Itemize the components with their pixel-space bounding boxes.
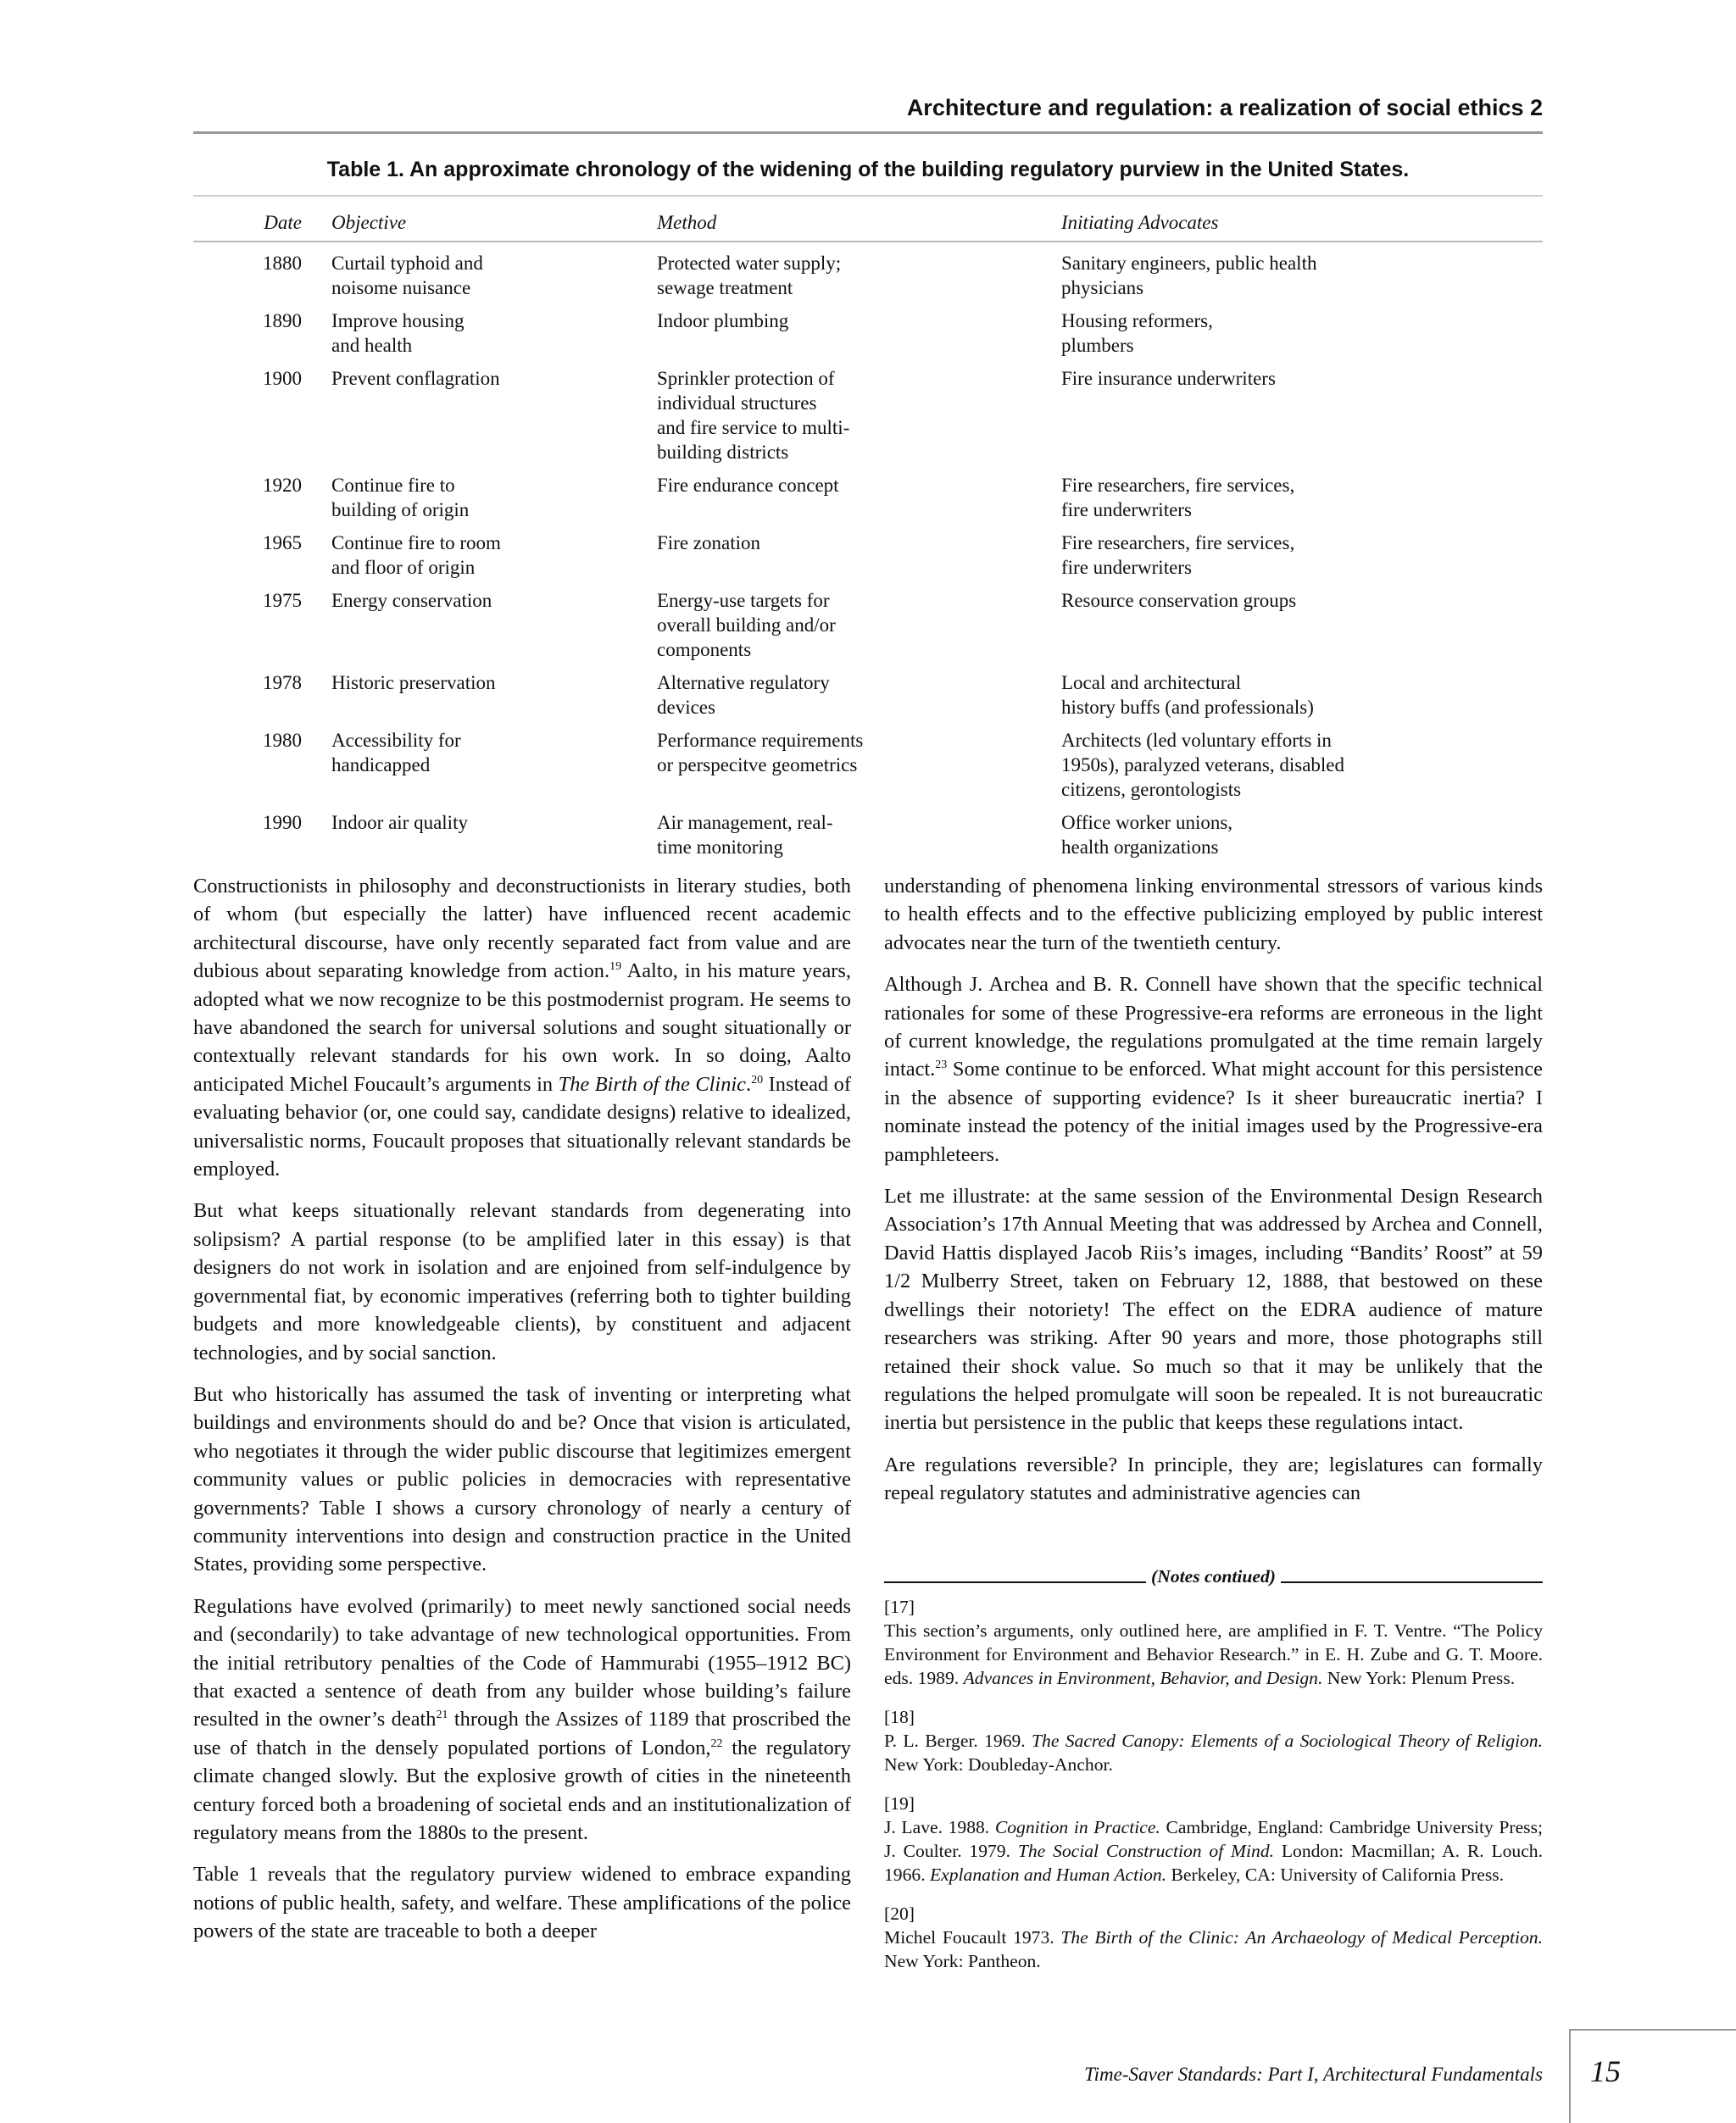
cell-advocates: Sanitary engineers, public health physicians [1061,253,1317,298]
col-header-objective: Objective [331,212,407,233]
text-run: Instead of evaluating behavior (or, one could say, candidate designs) relative to idealized, universalistic norms, Foucault proposes that situationally relevant standards be employed. [193,1072,851,1181]
table-header-row [193,210,1543,242]
col-header-method: Method [657,212,717,233]
table-row [193,366,1543,464]
cell-method: Sprinkler protection of individual structures and fire service to multi- building districts [657,368,850,463]
cell-method: Air management, real- time monitoring [657,812,833,858]
cell-objective: Indoor air quality [331,812,468,833]
paragraph: Are regulations reversible? In principle, they are; legislatures can formally repeal regulatory statutes and administrative agencies can [884,1453,1543,1505]
paragraph [193,872,851,1183]
text-run: Some continue to be enforced. What might account for this persistence in the absence of supporting evidence? Is it sheer bureaucratic inertia? I nominate instead the potency of the initial images used by the Progressive-era pamphleteers. [884,1058,1543,1166]
italic-title: The Birth of the Clinic [558,1072,746,1096]
notes-section [884,1564,1543,1988]
text-run: New York: Pantheon. [884,1951,1041,1971]
text-run: Regulations have evolved (primarily) to meet newly sanctioned social needs and (secondarily) to take advantage of new technological opportunities. From the initial retributory penalties of the Code of Hammurabi (1955–1912 BC) that exacted a sentence of death from any builder whose building’s failure resulted in the owner’s death [193,1594,851,1731]
cell-method: Fire zonation [657,532,760,553]
text-run: J. Lave. 1988. [884,1817,995,1837]
cell-date: 1880 [263,253,302,274]
cell-objective: Energy conservation [331,590,492,611]
caption-rule [193,195,1543,197]
cell-advocates: Fire researchers, fire services, fire underwriters [1061,532,1295,578]
cell-objective: Continue fire to room and floor of origin [331,532,501,578]
cell-objective: Historic preservation [331,672,496,693]
running-footer: Time-Saver Standards: Part I, Architectural Fundamentals [1084,2064,1543,2085]
left-column [193,872,851,1959]
italic-title: The Social Construction of Mind. [1017,1841,1275,1861]
cell-objective: Accessibility for handicapped [331,730,461,775]
paragraph [884,970,1543,1169]
footnote-ref: 21 [436,1709,448,1722]
notes-rule-right [1281,1581,1543,1583]
col-header-date: Date [264,212,302,233]
note-number: [20] [884,1903,915,1924]
paragraph: Let me illustrate: at the same session of the Environmental Design Research Association’s 17th Annual Meeting that was addressed by Archea and Connell, David Hattis displayed Jacob Riis’s images, including “Bandits’ Roost” at 59 1/2 Mulberry Street, taken on February 12, 1888, that bestowed on these dwellings their notoriety! The effect on the EDRA audience of mature researchers was striking. After 90 years and more, those photographs still retained their shock value. So much so that it may be unlikely that the regulations the helped promulgate will soon be repealed. It is not bureaucratic inertia but persistence in the public that keeps these regulations intact. [884,1185,1543,1435]
cell-date: 1975 [263,590,302,611]
cell-date: 1920 [263,475,302,496]
text-run: Aalto, in his mature years, adopted what we now recognize to be this postmodernist program. He seems to have abandoned the search for universal solutions and sought situationally or contextually relevant standards for his own work. In so doing, Aalto anticipated Michel Foucault’s arguments in [193,959,852,1096]
paragraph: understanding of phenomena linking environmental stressors of various kinds to health effects and to the effective publicizing employed by public interest advocates near the turn of the twentieth century. [884,875,1543,954]
italic-title: The Sacred Canopy: Elements of a Sociological Theory of Religion. [1032,1731,1543,1751]
header-rule [193,131,1543,134]
text-run: Cambridge, England: Cambridge University Press; J. Coulter. 1979. [884,1817,1543,1861]
cell-method: Alternative regulatory devices [657,672,830,718]
cell-objective: Curtail typhoid and noisome nuisance [331,253,483,298]
cell-advocates: Resource conservation groups [1061,590,1297,611]
cell-objective: Continue fire to building of origin [331,475,470,520]
table-body [193,251,1543,859]
italic-title: Advances in Environment, Behavior, and Design. [963,1668,1323,1688]
text-run: Constructionists in philosophy and deconstructionists in literary studies, both of whom (but especially the latter) have influenced recent academic architectural discourse, have only recently separated fact from value and are dubious about separating knowledge from action. [193,875,851,983]
table-caption: Table 1. An approximate chronology of the widening of the building regulatory purview in the United States. [326,158,1410,181]
footnote-ref: 19 [609,960,622,974]
text-run: Although J. Archea and B. R. Connell have shown that the specific technical rationales for some of these Progressive-era reforms are erroneous in the light of current knowledge, the regulations promulgated at the time remain largely intact. [884,973,1543,1081]
note-number: [18] [884,1707,915,1727]
cell-date: 1890 [263,310,302,331]
note-20 [884,1902,1543,1973]
paragraph: But what keeps situationally relevant standards from degenerating into solipsism? A partial response (to be amplified later in this essay) is that designers do not work in isolation and are enjoined from self-indulgence by governmental fiat, by economic imperatives (referring both to tighter building budgets and more knowledgeable clients), by constituent and adjacent technologies, and by social sanction. [193,1199,851,1364]
cell-method: Fire endurance concept [657,475,839,496]
cell-method: Performance requirements or perspecitve geometrics [657,730,864,775]
running-header: Architecture and regulation: a realization of social ethics 2 [906,95,1543,120]
italic-title: The Birth of the Clinic: An Archaeology of Medical Perception. [1060,1927,1543,1948]
cell-date: 1980 [263,730,302,751]
paragraph [193,1592,851,1848]
note-number: [19] [884,1793,915,1814]
cell-advocates: Fire researchers, fire services, fire underwriters [1061,475,1295,520]
text-run: the regulatory climate changed slowly. But the explosive growth of cities in the nineteenth century forced both a broadening of societal ends and an institutionalization of regulatory means from the 1880s to the present. [193,1736,852,1844]
cell-advocates: Architects (led voluntary efforts in 1950s), paralyzed veterans, disabled citizens, gerontologists [1061,730,1345,800]
paragraph: But who historically has assumed the task of inventing or interpreting what buildings and environments should do and be? Once that vision is articulated, who negotiates it through the wider public discourse that legitimizes emergent community values or public policies in democracies with representative governments? Table I shows a cursory chronology of nearly a century of community interventions into design and construction practice in the United States, providing some perspective. [193,1382,851,1576]
cell-method: Protected water supply; sewage treatment [657,253,842,298]
table-row [193,473,1543,522]
text-run: New York: Plenum Press. [1322,1668,1516,1688]
chronology-table [193,210,1543,859]
table-row [193,251,1543,300]
italic-title: Explanation and Human Action. [929,1865,1167,1885]
table-row [193,810,1543,859]
cell-advocates: Office worker unions, health organizations [1061,812,1233,858]
notes-title-text: (Notes contiued) [1151,1566,1276,1587]
italic-title: Cognition in Practice. [994,1817,1160,1837]
text-run: . [746,1072,752,1096]
text-run: New York: Doubleday-Anchor. [884,1754,1113,1775]
note-number: [17] [884,1597,915,1617]
note-18 [884,1705,1543,1776]
cell-date: 1965 [263,532,302,553]
right-column [884,872,1543,1521]
table-row [193,728,1543,802]
text-run: P. L. Berger. 1969. [884,1731,1032,1751]
cell-method: Indoor plumbing [657,310,789,331]
text-run: This section’s arguments, only outlined here, are amplified in F. T. Ventre. “The Policy Environment for Environment and Behavior Research.” in E. H. Zube and G. T. Moore. eds. 1989. [884,1620,1543,1688]
cell-advocates: Housing reformers, plumbers [1061,310,1213,356]
table-row [193,308,1543,358]
table-row [193,531,1543,580]
cell-date: 1978 [263,672,302,693]
cell-date: 1990 [263,812,302,833]
note-19 [884,1792,1543,1887]
col-header-advocates: Initiating Advocates [1061,212,1219,233]
text-run: through the Assizes of 1189 that proscribed the use of thatch in the densely populated portions of London, [193,1708,851,1759]
table-row [193,588,1543,662]
page-number: 15 [1590,2054,1621,2088]
text-run: London: Macmillan; A. R. Louch. 1966. [884,1841,1544,1885]
cell-objective: Improve housing and health [331,310,465,356]
text-run: Berkeley, CA: University of California Press. [1166,1865,1505,1885]
footnote-ref: 23 [935,1059,948,1072]
cell-date: 1900 [263,368,302,389]
footnote-ref: 22 [710,1737,723,1750]
table-row [193,670,1543,720]
paragraph: Table 1 reveals that the regulatory purview widened to embrace expanding notions of public health, safety, and welfare. These amplifications of the police powers of the state are traceable to both a deeper [193,1863,851,1943]
footnote-ref: 20 [751,1073,764,1087]
notes-rule-left [884,1581,1146,1583]
cell-advocates: Fire insurance underwriters [1061,368,1276,389]
cell-advocates: Local and architectural history buffs (and professionals) [1061,672,1314,718]
cell-objective: Prevent conflagration [331,368,500,389]
cell-method: Energy-use targets for overall building and/or components [657,590,836,660]
notes-title [884,1564,1543,1588]
text-run: Michel Foucault 1973. [884,1927,1061,1948]
note-17 [884,1595,1543,1690]
